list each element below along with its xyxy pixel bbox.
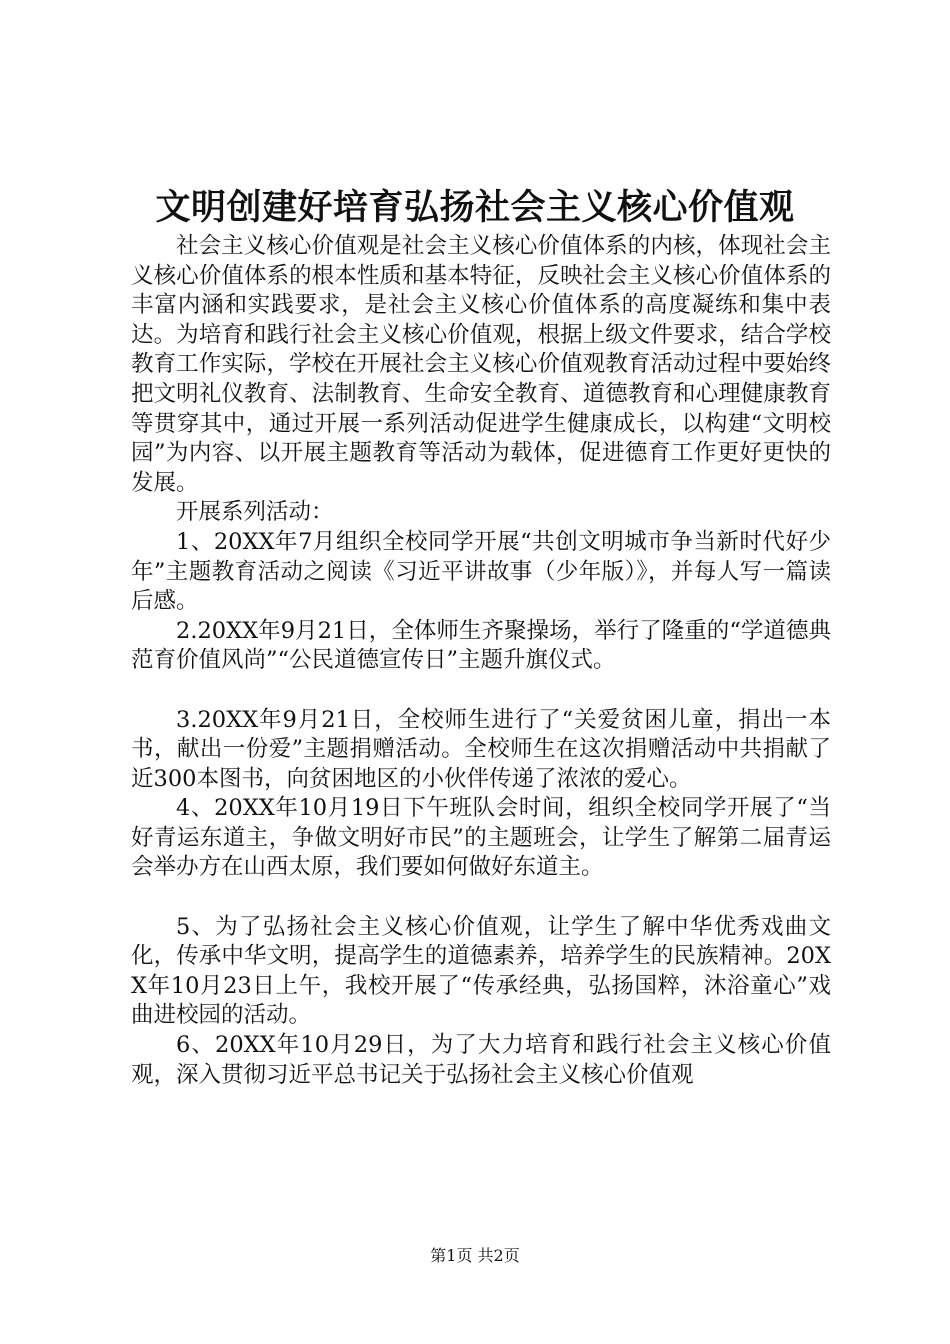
paragraph-activity-2: 2.20XX年9月21日，全体师生齐聚操场，举行了隆重的“学道德典范育价值风尚”“公民道德宣传日”主题升旗仪式。 (131, 617, 831, 674)
paragraph-activity-5: 5、为了弘扬社会主义核心价值观，让学生了解中华优秀戏曲文化，传承中华文明，提高学生的道德素养，培养学生的民族精神。20XX年10月23日上午，我校开展了“传承经典，弘扬国粹，沐浴童心”戏曲进校园的活动。 (131, 913, 831, 1029)
paragraph-activity-4: 4、20XX年10月19日下午班队会时间，组织全校同学开展了“当好青运东道主，争做文明好市民”的主题班会，让学生了解第二届青运会举办方在山西太原，我们要如何做好东道主。 (131, 795, 831, 881)
document-body (131, 232, 831, 1090)
paragraph-activity-3: 3.20XX年9月21日，全校师生进行了“关爱贫困儿童，捐出一本书，献出一份爱”主题捐赠活动。全校师生在这次捐赠活动中共捐献了近300本图书，向贫困地区的小伙伴传递了浓浓的爱心。 (131, 706, 831, 792)
page-indicator: 第1页 共2页 (430, 1246, 520, 1265)
paragraph-activity-1: 1、20XX年7月组织全校同学开展“共创文明城市争当新时代好少年”主题教育活动之阅读《习近平讲故事（少年版）》，并每人写一篇读后感。 (131, 528, 831, 615)
document-title: 文明创建好培育弘扬社会主义核心价值观 (155, 187, 795, 228)
paragraph-intro: 社会主义核心价值观是社会主义核心价值体系的内核，体现社会主义核心价值体系的根本性质和基本特征，反映社会主义核心价值体系的丰富内涵和实践要求，是社会主义核心价值体系的高度凝练和集中表达。为培育和践行社会主义核心价值观，根据上级文件要求，结合学校教育工作实际，学校在开展社会主义核心价值观教育活动过程中要始终把文明礼仪教育、法制教育、生命安全教育、道德教育和心理健康教育等贯穿其中，通过开展一系列活动促进学生健康成长，以构建“文明校园”为内容、以开展主题教育等活动为载体，促进德育工作更好更快的发展。 (131, 233, 831, 496)
paragraph-activities-heading: 开展系列活动： (176, 499, 334, 526)
paragraph-activity-6: 6、20XX年10月29日，为了大力培育和践行社会主义核心价值观，深入贯彻习近平总书记关于弘扬社会主义核心价值观 (131, 1032, 831, 1088)
